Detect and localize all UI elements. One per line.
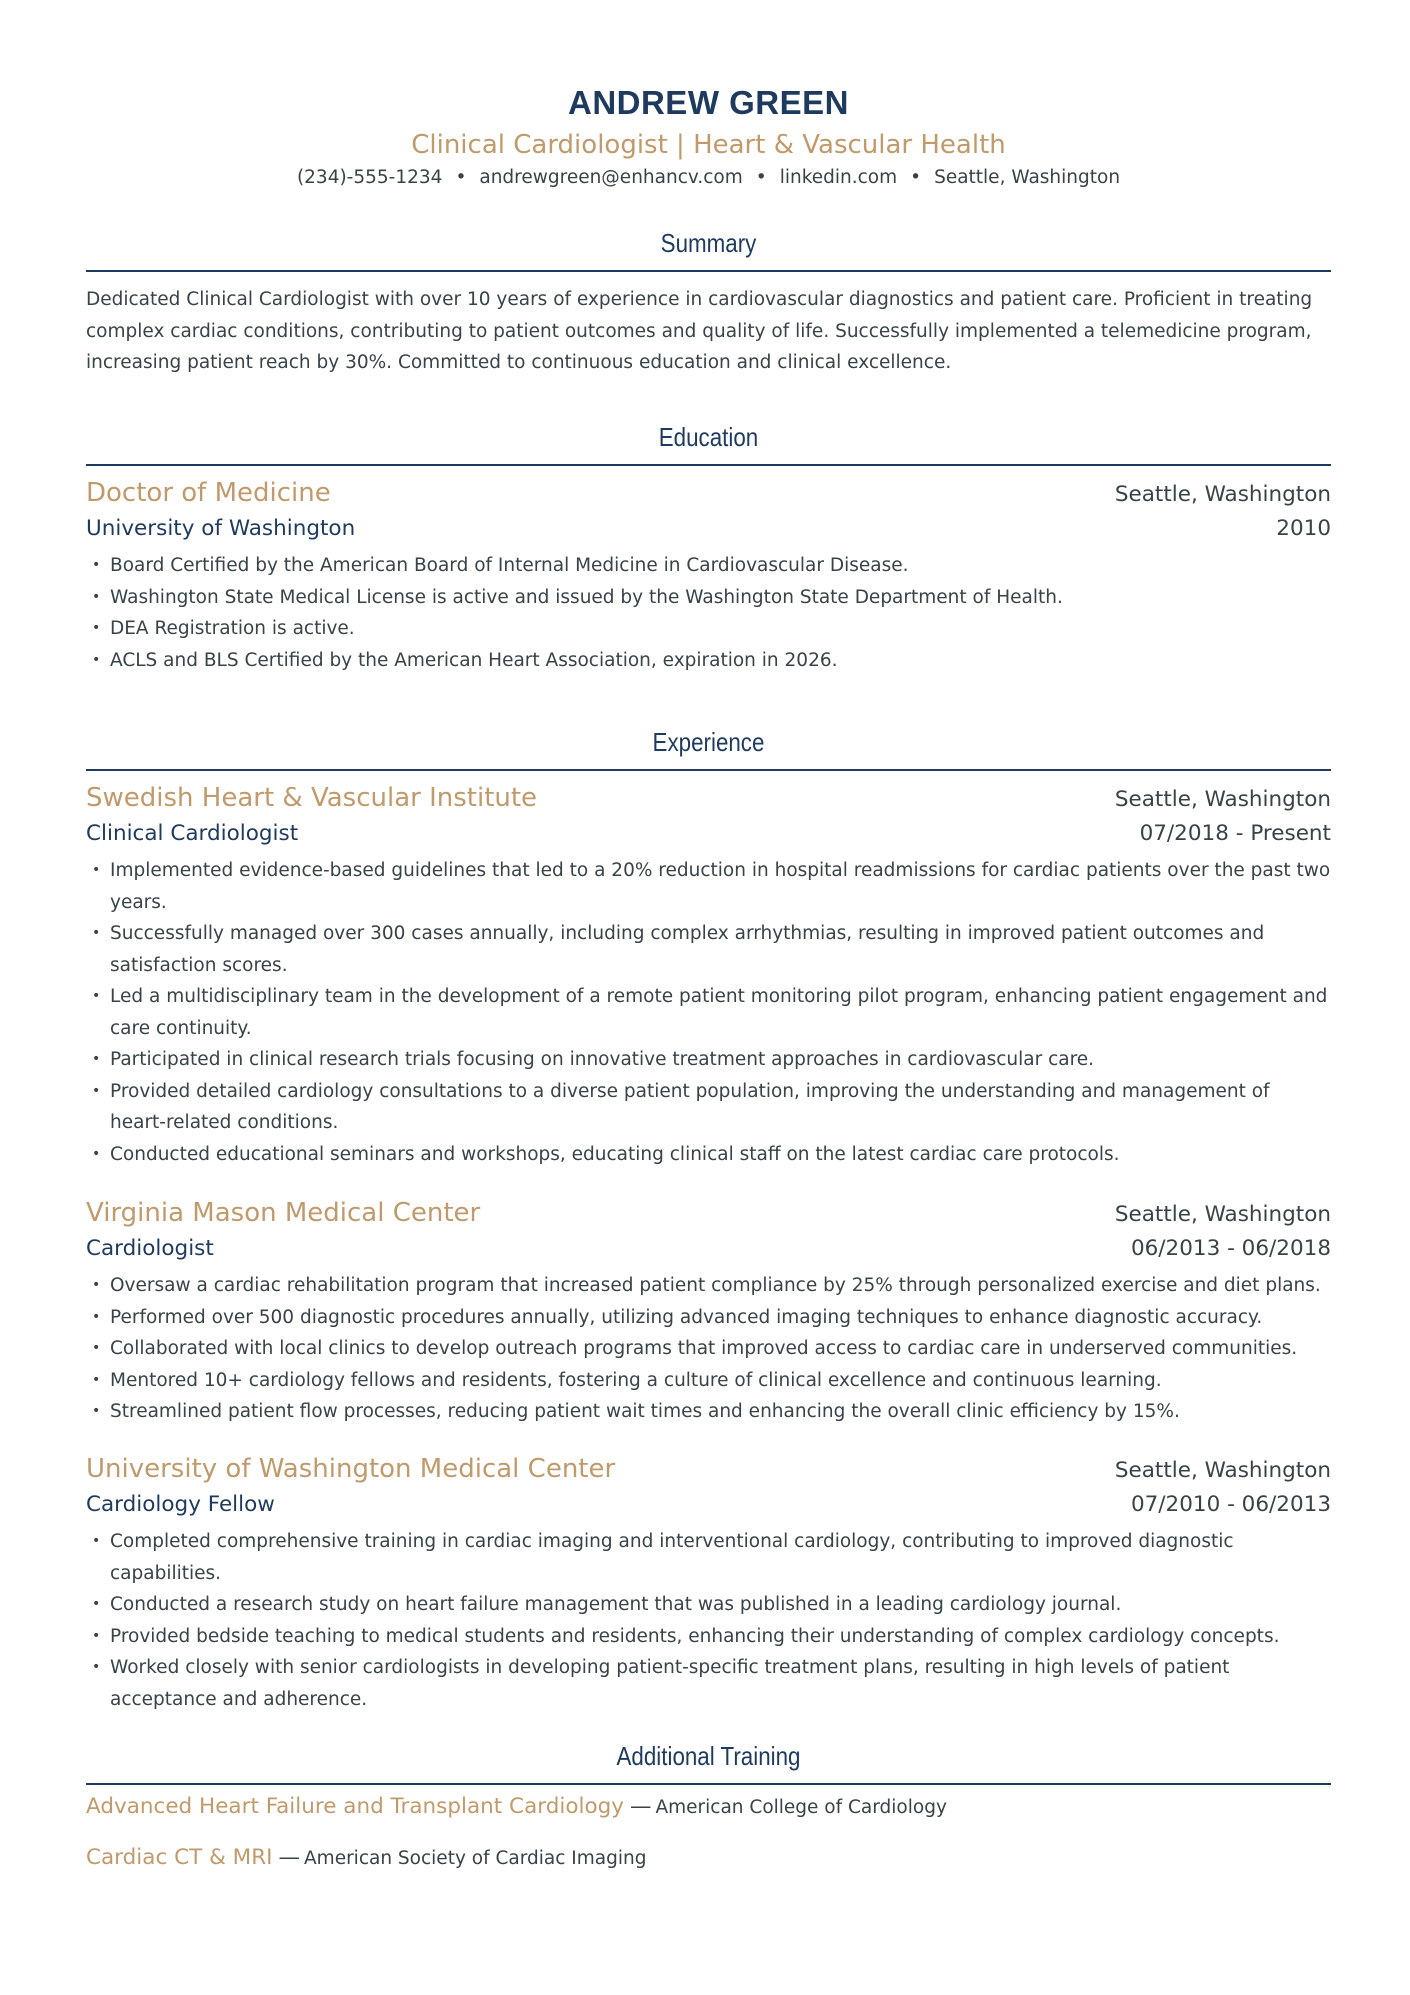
entry-date: 07/2018 - Present	[1139, 821, 1331, 846]
resume-page	[86, 0, 1331, 1870]
section-heading: Summary	[660, 228, 757, 258]
entry-location: Seattle, Washington	[1114, 1202, 1331, 1227]
list-item: • Streamlined patient flow processes, reducing patient wait times and enhancing the overall clinic efficiency by 15%.	[92, 1401, 1180, 1422]
list-item: • Collaborated with local clinics to develop outreach programs that improved access to cardiac care in underserved communities.	[92, 1338, 1298, 1359]
education-section	[86, 422, 1331, 466]
school: University of Washington	[86, 516, 356, 541]
entry-date: 07/2010 - 06/2013	[1130, 1492, 1331, 1517]
summary-text: Dedicated Clinical Cardiologist with over 10 years of experience in cardiovascular diagnostics and patient care. Proficient in treating complex cardiac conditions, contributing to patient outcomes and quality of life. Successfully implemented a telemedicine program, increasing patient reach by 30%. Committed to continuous education and clinical excellence.	[86, 289, 1313, 373]
experience-section	[86, 727, 1331, 771]
entry-location: Seattle, Washington	[1114, 482, 1331, 507]
section-divider	[86, 270, 1331, 272]
job-title: Cardiologist	[86, 1236, 214, 1261]
company-name: Virginia Mason Medical Center	[86, 1198, 481, 1228]
job-title: Clinical Cardiologist	[86, 821, 299, 846]
linkedin-link[interactable]: linkedin.com	[779, 167, 898, 188]
contact-line	[86, 165, 1331, 191]
company-name: Swedish Heart & Vascular Institute	[86, 783, 538, 813]
section-heading: Education	[658, 422, 759, 452]
training-item	[86, 1794, 947, 1819]
phone: (234)-555-1234	[296, 167, 443, 188]
course-provider: American College of Cardiology	[655, 1797, 947, 1818]
degree: Doctor of Medicine	[86, 478, 331, 508]
list-item: • Conducted educational seminars and workshops, educating clinical staff on the latest cardiac care protocols.	[92, 1143, 1120, 1165]
list-item: • DEA Registration is active.	[92, 618, 355, 639]
location: Seattle, Washington	[934, 167, 1121, 188]
list-item: • Led a multidisciplinary team in the development of a remote patient monitoring pilot program, enhancing patient engagement and care continuity.	[92, 986, 1328, 1039]
list-item: • Provided bedside teaching to medical students and residents, enhancing their understanding of complex cardiology concepts.	[92, 1625, 1280, 1647]
bullet-list	[86, 550, 1331, 676]
list-item: • Worked closely with senior cardiologists in developing patient-specific treatment plans, resulting in high levels of patient acceptance and adherence.	[92, 1657, 1230, 1710]
list-item: • Provided detailed cardiology consultations to a diverse patient population, improving the understanding and management of heart-related conditions.	[92, 1080, 1270, 1133]
entry-date: 2010	[1276, 516, 1331, 541]
training-section	[86, 1741, 1331, 1785]
job-entry	[86, 1452, 1331, 1715]
list-item: • Conducted a research study on heart failure management that was published in a leading cardiology journal.	[92, 1594, 1122, 1615]
section-divider	[86, 1783, 1331, 1785]
training-item	[86, 1845, 646, 1870]
bullet-list	[86, 1270, 1331, 1428]
list-item: • Participated in clinical research trials focusing on innovative treatment approaches in cardiovascular care.	[92, 1049, 1095, 1070]
job-entry	[86, 781, 1331, 1170]
dash: —	[278, 1845, 301, 1870]
list-item: • Washington State Medical License is active and issued by the Washington State Department of Health.	[92, 586, 1063, 608]
summary-section	[86, 228, 1331, 379]
candidate-name: ANDREW GREEN	[567, 84, 849, 121]
list-item: • Implemented evidence-based guidelines that led to a 20% reduction in hospital readmissions for cardiac patients over the past two years.	[92, 860, 1331, 913]
company-name: University of Washington Medical Center	[86, 1454, 616, 1484]
bullet-list	[86, 855, 1331, 1170]
job-entry	[86, 1196, 1331, 1428]
dash: —	[629, 1794, 652, 1819]
list-item: • Successfully managed over 300 cases annually, including complex arrhythmias, resulting in improved patient outcomes and satisfaction scores.	[92, 923, 1265, 976]
email-link[interactable]: andrewgreen@enhancv.com	[479, 167, 743, 188]
separator: •	[455, 167, 467, 188]
section-divider	[86, 464, 1331, 466]
list-item: • Oversaw a cardiac rehabilitation program that increased patient compliance by 25% through personalized exercise and diet plans.	[92, 1275, 1321, 1296]
bullet-list	[86, 1526, 1331, 1715]
section-heading: Experience	[652, 727, 765, 757]
entry-date: 06/2013 - 06/2018	[1130, 1236, 1331, 1261]
list-item: • Performed over 500 diagnostic procedures annually, utilizing advanced imaging techniques to enhance diagnostic accuracy.	[92, 1306, 1263, 1328]
course-name: Cardiac CT & MRI	[86, 1845, 273, 1870]
entry-location: Seattle, Washington	[1114, 1458, 1331, 1483]
separator: •	[910, 167, 922, 188]
list-item: • ACLS and BLS Certified by the American Heart Association, expiration in 2026.	[92, 649, 838, 671]
section-heading: Additional Training	[616, 1741, 801, 1771]
list-item: • Mentored 10+ cardiology fellows and residents, fostering a culture of clinical excellence and continuous learning.	[92, 1369, 1162, 1391]
entry-location: Seattle, Washington	[1114, 787, 1331, 812]
job-title: Cardiology Fellow	[86, 1492, 275, 1517]
candidate-title: Clinical Cardiologist | Heart & Vascular Health	[411, 130, 1006, 160]
course-provider: American Society of Cardiac Imaging	[304, 1848, 647, 1869]
course-name: Advanced Heart Failure and Transplant Cardiology	[86, 1794, 624, 1819]
separator: •	[755, 167, 767, 188]
list-item: • Completed comprehensive training in cardiac imaging and interventional cardiology, contributing to improved diagnostic capabilities.	[92, 1531, 1234, 1584]
list-item: • Board Certified by the American Board of Internal Medicine in Cardiovascular Disease.	[92, 555, 909, 576]
education-entry	[86, 476, 1331, 676]
section-divider	[86, 769, 1331, 771]
